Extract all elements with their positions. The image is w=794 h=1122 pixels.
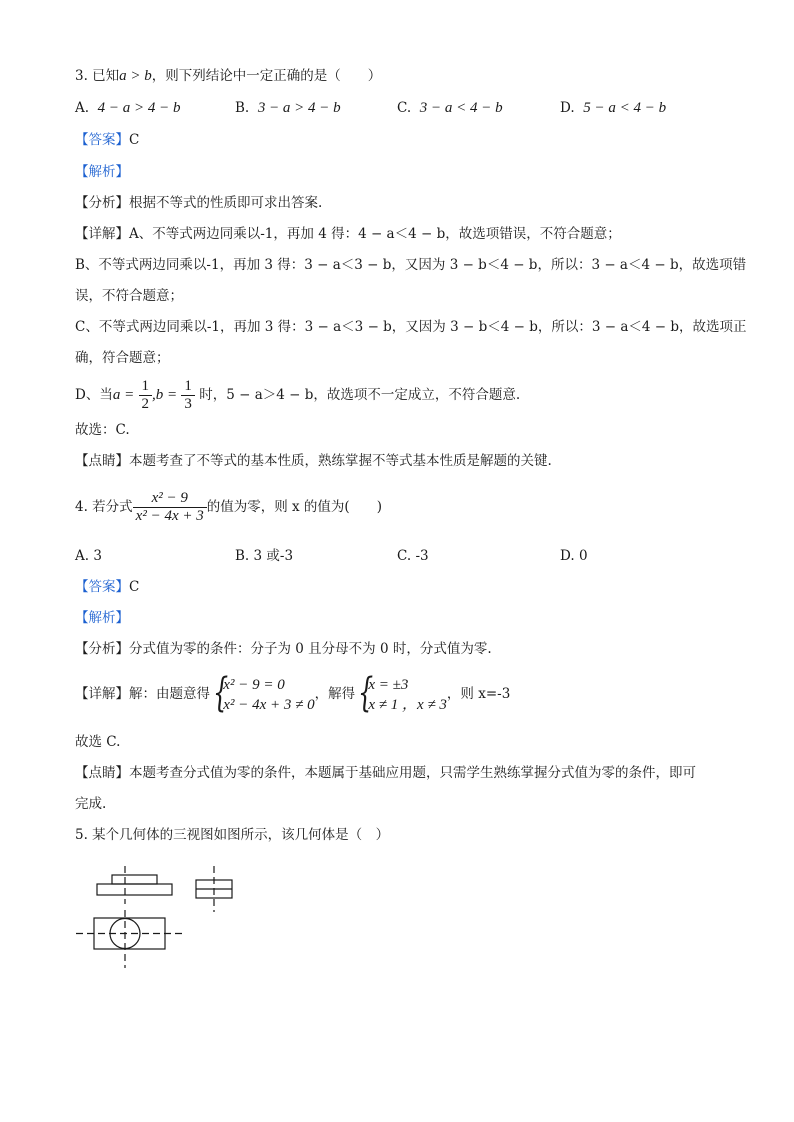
q3-answer [75, 130, 139, 150]
q3-dianjing: 【点睛】本题考查了不等式的基本性质，熟练掌握不等式基本性质是解题的关键. [75, 453, 552, 469]
q3-xiangjie-b1: B、不等式两边同乘以-1，再加 3 得：3 − a＜3 − b，又因为 3 − b＜4 − b，所以：3 − a＜4 − b，故选项错 [75, 257, 747, 273]
answer-tag: 【答案】 [75, 132, 129, 148]
q4-option-d: D. 0 [560, 548, 588, 564]
q3-option-c: C. 3 − a < 4 − b [397, 100, 503, 116]
front-view-top [112, 875, 157, 884]
q5-stem: 5. 某个几何体的三视图如图所示，该几何体是（ ） [75, 827, 390, 843]
q3-choose: 故选：C. [75, 422, 130, 438]
q4-stem: 4. 若分式 $\frac{\text{x² − 9}}{\text{x² − 4x + 3}}$ 的值为零，则 x 的值为( ) [75, 490, 382, 524]
q3-xiangjie-c2: 确，符合题意； [75, 350, 170, 366]
q3-stem-prefix: 3. 已知 [75, 68, 120, 84]
side-view-figure [190, 862, 240, 917]
q3-fenxi: 【分析】根据不等式的性质即可求出答案. [75, 195, 323, 211]
q4-fraction: $\frac{\text{x² − 9}}{\text{x² − 4x + 3}}$ [133, 490, 207, 525]
answer-value: C [129, 132, 140, 148]
q3-option-a: A. 4 − a > 4 − b [75, 100, 181, 116]
three-view-figure [70, 858, 190, 973]
q3-analysis-heading: 【解析】 [75, 164, 129, 180]
q3-stem [75, 66, 381, 86]
q4-option-b: B. 3 或-3 [235, 548, 294, 564]
q3-xiangjie-d: D、当a = $\frac{1}{2}$ ,b = $\frac{1}{3}$ 时，5 − a＞4 − b，故选项不一定成立，不符合题意. [75, 378, 521, 412]
fraction-one-third: $\frac{1}{3}$ [181, 378, 195, 413]
q4-option-a: A. 3 [75, 548, 102, 564]
q3-xiangjie-a: 【详解】A、不等式两边同乘以-1，再加 4 得：4 − a＜4 − b，故选项错误，不符合题意； [75, 226, 621, 242]
fraction-one-half: $\frac{1}{2}$ [139, 378, 153, 413]
q4-dianjing-1: 【点睛】本题考查分式值为零的条件，本题属于基础应用题，只需学生熟练掌握分式值为零的条件，即可 [75, 765, 696, 781]
q3-xiangjie-b2: 误，不符合题意； [75, 288, 183, 304]
q4-dianjing-2: 完成. [75, 796, 107, 812]
q4-option-c: C. -3 [397, 548, 429, 564]
q4-xiangjie: 【详解】解：由题意得 { x² − 9 = 0 x² − 4x + 3 ≠ 0 ，解得 { x = ±3 x ≠ 1 ，x ≠ 3 ，则 x=-3 [75, 669, 511, 716]
q3-stem-suffix: ，则下列结论中一定正确的是（ ） [151, 68, 382, 84]
q4-analysis-heading: 【解析】 [75, 610, 129, 626]
q3-option-d: D. 5 − a < 4 − b [560, 100, 667, 116]
q3-option-b: B. 3 − a > 4 − b [235, 100, 341, 116]
q4-system-1: { x² − 9 = 0 x² − 4x + 3 ≠ 0 [213, 669, 315, 716]
q3-stem-condition: a > b [119, 68, 152, 84]
front-view-base [97, 884, 172, 895]
q4-choose: 故选 C. [75, 734, 121, 750]
q4-answer: 【答案】C [75, 579, 140, 595]
q3-xiangjie-c1: C、不等式两边同乘以-1，再加 3 得：3 − a＜3 − b，又因为 3 − b＜4 − b，所以：3 − a＜4 − b，故选项正 [75, 319, 747, 335]
q4-system-2: { x = ±3 x ≠ 1 ，x ≠ 3 [358, 669, 447, 716]
q4-fenxi: 【分析】分式值为零的条件：分子为 0 且分母不为 0 时，分式值为零. [75, 641, 492, 657]
